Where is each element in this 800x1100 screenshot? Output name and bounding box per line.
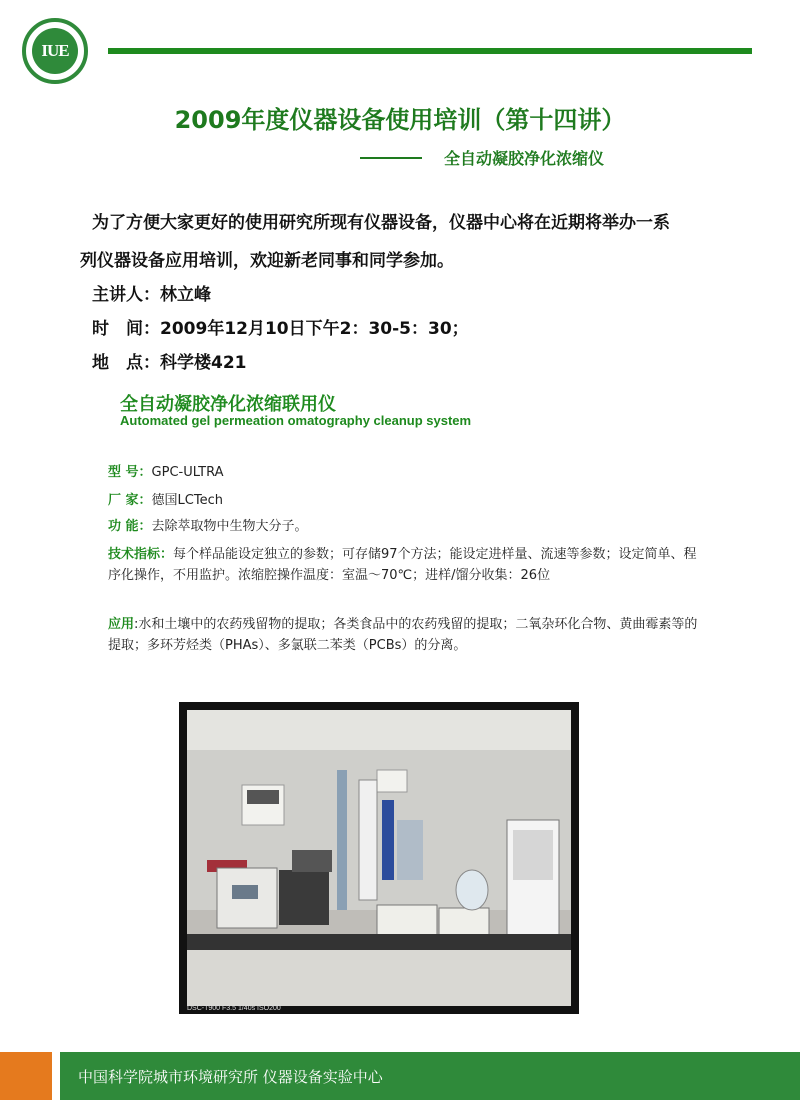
spec-application <box>108 614 698 656</box>
speaker-label: 主讲人： <box>92 285 160 305</box>
time-value: 2009年12月10日下午2：30-5：30； <box>160 319 469 339</box>
speaker-value: 林立峰 <box>160 285 211 305</box>
spec-maker <box>108 490 223 511</box>
maker-label: 厂 家： <box>108 493 152 508</box>
header-rule <box>108 48 752 54</box>
spec-label: 技术指标： <box>108 547 174 562</box>
footer-accent <box>0 1052 52 1100</box>
lab-photo-illustration <box>187 710 571 1006</box>
app-value: :水和土壤中的农药残留物的提取；各类食品中的农药残留的提取；二氧杂环化合物、黄曲霉素等的提取；多环芳烃类（PHAs）、多氯联二苯类（PCBs）的分离。 <box>108 617 698 653</box>
page-subtitle: 全自动凝胶净化浓缩仪 <box>444 149 605 168</box>
place-label: 地 点： <box>92 353 160 373</box>
page-title: 2009年度仪器设备使用培训（第十四讲） <box>174 106 626 134</box>
intro-line-2: 列仪器设备应用培训，欢迎新老同事和同学参加。 <box>80 251 454 271</box>
spec-model <box>108 462 224 483</box>
place-value: 科学楼421 <box>160 353 247 373</box>
product-title-cn: 全自动凝胶净化浓缩联用仪 <box>120 394 336 415</box>
model-value: GPC-ULTRA <box>151 465 224 480</box>
subtitle-dash <box>360 157 422 159</box>
institute-logo <box>22 18 88 84</box>
place-line <box>92 348 247 373</box>
model-label: 型 号： <box>108 465 152 480</box>
instrument-photo <box>179 702 579 1014</box>
spec-technical <box>108 544 698 586</box>
app-label: 应用 <box>108 617 135 632</box>
function-value: 去除萃取物中生物大分子。 <box>151 519 308 534</box>
spec-function <box>108 516 308 537</box>
logo-text: IUE <box>32 28 78 74</box>
footer-text: 中国科学院城市环境研究所 仪器设备实验中心 <box>78 1067 383 1086</box>
time-line <box>92 314 469 339</box>
photo-caption: DSC-T900 F3.5 1/40s ISO200 <box>187 1005 281 1012</box>
intro-line-1: 为了方便大家更好的使用研究所现有仪器设备，仪器中心将在近期将举办一系 <box>92 213 670 233</box>
intro-paragraph <box>80 204 760 280</box>
subtitle-row <box>360 146 604 169</box>
product-title-en: Automated gel permeation omatography cleanup system <box>120 413 472 428</box>
maker-value: 德国LCTech <box>151 493 223 508</box>
footer-bar <box>60 1052 800 1100</box>
time-label: 时 间： <box>92 319 160 339</box>
function-label: 功 能： <box>108 519 152 534</box>
speaker-line <box>92 280 211 305</box>
spec-value: 每个样品能设定独立的参数；可存储97个方法；能设定进样量、流速等参数；设定简单、程序化操作，不用监护。浓缩腔操作温度：室温～70℃；进样/馏分收集：26位 <box>108 547 697 583</box>
